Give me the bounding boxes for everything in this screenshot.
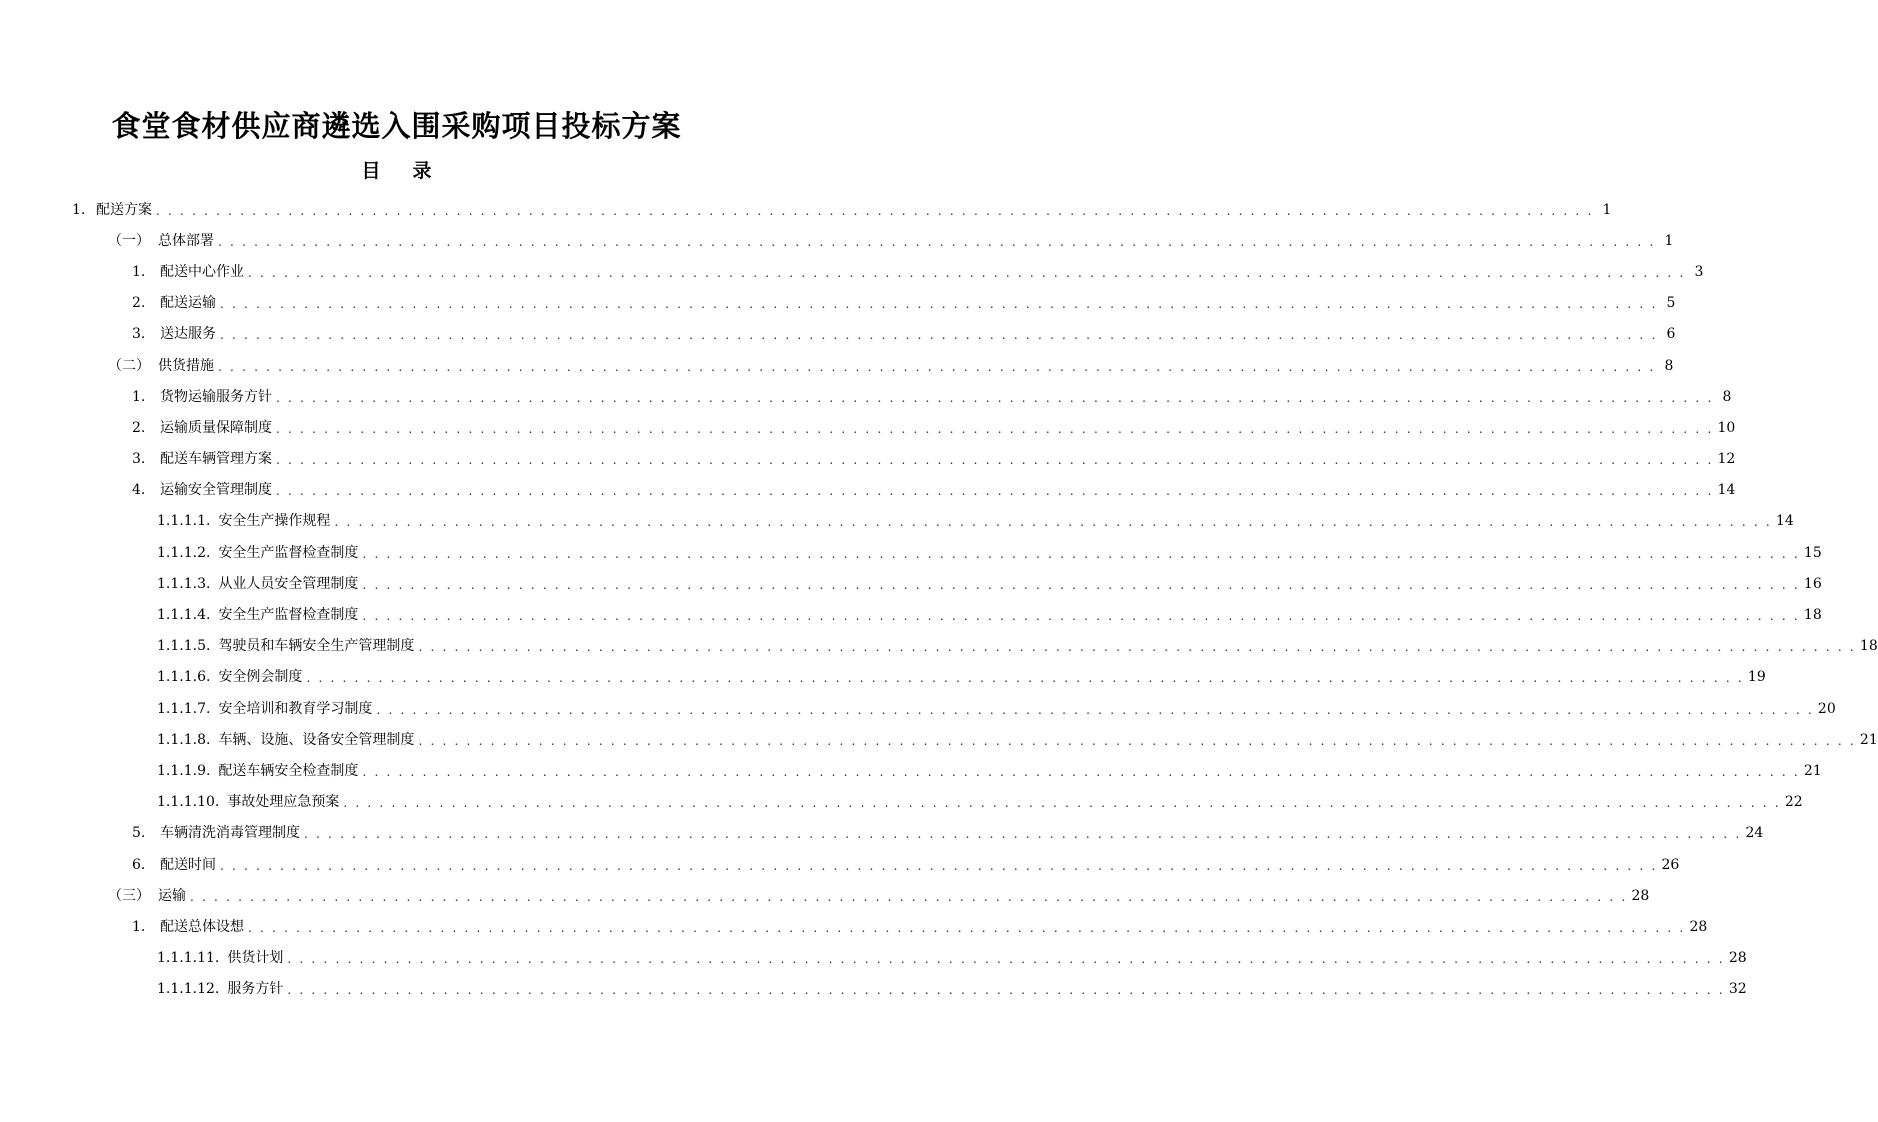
toc-entry[interactable] bbox=[0, 724, 1878, 755]
toc-entry-page-number: 10 bbox=[1717, 419, 1736, 436]
toc-dot-leader: . . . . . . . . . . . . . . . . . . . . . . . . . . . . . . . . . . . . . . . . . . . . . . . . . . . . . . . . . . . . . . . . . . . . . . . . . . . . . . . . . . . . . . . . . . . . . . . . . . . . . . . . . . . . . . . . . . . . . . . . bbox=[362, 577, 1800, 592]
toc-entry-label: 安全例会制度 bbox=[218, 669, 303, 686]
toc-heading bbox=[0, 157, 793, 185]
toc-entry-number: 5. bbox=[132, 825, 146, 842]
toc-dot-leader: . . . . . . . . . . . . . . . . . . . . . . . . . . . . . . . . . . . . . . . . . . . . . . . . . . . . . . . . . . . . . . . . . . . . . . . . . . . . . . . . . . . . . . . . . . . . . . . . . . . . . . . . . . . . . . . . . . . . . . . . bbox=[362, 764, 1800, 779]
toc-dot-leader: . . . . . . . . . . . . . . . . . . . . . . . . . . . . . . . . . . . . . . . . . . . . . . . . . . . . . . . . . . . . . . . . . . . . . . . . . . . . . . . . . . . . . . . . . . . . . . . . . . . . . . . . . . . . . . . . . . . . . . . . bbox=[156, 203, 1594, 218]
toc-entry-number: 1.1.1.12. bbox=[157, 981, 220, 998]
toc-entry-page-number: 22 bbox=[1784, 794, 1803, 811]
toc-entry-page-number: 18 bbox=[1803, 607, 1822, 624]
toc-entry-page-number: 1 bbox=[1664, 232, 1674, 249]
toc-entry[interactable] bbox=[0, 412, 1736, 443]
toc-dot-leader: . . . . . . . . . . . . . . . . . . . . . . . . . . . . . . . . . . . . . . . . . . . . . . . . . . . . . . . . . . . . . . . . . . . . . . . . . . . . . . . . . . . . . . . . . . . . . . . . . . . . . . . . . . . . . . . . . . . . . . . . bbox=[248, 265, 1686, 280]
table-of-contents bbox=[0, 194, 1878, 1005]
toc-dot-leader: . . . . . . . . . . . . . . . . . . . . . . . . . . . . . . . . . . . . . . . . . . . . . . . . . . . . . . . . . . . . . . . . . . . . . . . . . . . . . . . . . . . . . . . . . . . . . . . . . . . . . . . . . . . . . . . . . . . . . . . . bbox=[220, 328, 1658, 343]
toc-entry-number: 1.1.1.8. bbox=[157, 731, 211, 748]
toc-dot-leader: . . . . . . . . . . . . . . . . . . . . . . . . . . . . . . . . . . . . . . . . . . . . . . . . . . . . . . . . . . . . . . . . . . . . . . . . . . . . . . . . . . . . . . . . . . . . . . . . . . . . . . . . . . . . . . . . . . . . . . . . bbox=[218, 359, 1656, 374]
toc-entry[interactable] bbox=[0, 568, 1822, 599]
toc-entry-label: 运输 bbox=[158, 887, 186, 904]
toc-entry-label: 供货计划 bbox=[227, 950, 284, 967]
toc-entry-page-number: 20 bbox=[1817, 700, 1836, 717]
toc-entry[interactable] bbox=[0, 225, 1674, 256]
toc-entry[interactable] bbox=[0, 599, 1822, 630]
toc-entry-page-number: 21 bbox=[1803, 762, 1822, 779]
toc-entry-page-number: 16 bbox=[1803, 575, 1822, 592]
toc-entry-number: 1.1.1.3. bbox=[157, 575, 211, 592]
toc-entry[interactable] bbox=[0, 350, 1674, 381]
toc-heading-char-2: 录 bbox=[412, 160, 432, 182]
toc-entry-page-number: 28 bbox=[1689, 918, 1708, 935]
toc-entry-number: 1.1.1.11. bbox=[157, 950, 220, 967]
toc-entry[interactable] bbox=[0, 319, 1676, 350]
toc-entry-number: 1.1.1.9. bbox=[157, 762, 211, 779]
toc-entry[interactable] bbox=[0, 256, 1704, 287]
toc-entry-page-number: 6 bbox=[1666, 326, 1676, 343]
toc-entry-page-number: 14 bbox=[1775, 513, 1794, 530]
toc-dot-leader: . . . . . . . . . . . . . . . . . . . . . . . . . . . . . . . . . . . . . . . . . . . . . . . . . . . . . . . . . . . . . . . . . . . . . . . . . . . . . . . . . . . . . . . . . . . . . . . . . . . . . . . . . . . . . . . . . . . . . . . . bbox=[287, 983, 1725, 998]
toc-entry-page-number: 8 bbox=[1722, 388, 1732, 405]
toc-entry[interactable] bbox=[0, 787, 1803, 818]
toc-entry-label: 配送方案 bbox=[96, 201, 152, 218]
toc-entry-number: 1. bbox=[72, 201, 86, 218]
toc-dot-leader: . . . . . . . . . . . . . . . . . . . . . . . . . . . . . . . . . . . . . . . . . . . . . . . . . . . . . . . . . . . . . . . . . . . . . . . . . . . . . . . . . . . . . . . . . . . . . . . . . . . . . . . . . . . . . . . . . . . . . . . . bbox=[190, 889, 1628, 904]
document-title: 食堂食材供应商遴选入围采购项目投标方案 bbox=[111, 109, 682, 143]
toc-entry-page-number: 24 bbox=[1745, 825, 1764, 842]
toc-entry-page-number: 15 bbox=[1803, 544, 1822, 561]
toc-entry[interactable] bbox=[0, 475, 1736, 506]
toc-entry-number: 1.1.1.4. bbox=[157, 607, 211, 624]
toc-entry-number: 1.1.1.10. bbox=[157, 794, 220, 811]
toc-entry[interactable] bbox=[0, 444, 1736, 475]
toc-entry-number: 1.1.1.6. bbox=[157, 669, 211, 686]
toc-entry[interactable] bbox=[0, 943, 1747, 974]
toc-entry-page-number: 14 bbox=[1717, 482, 1736, 499]
toc-entry-number: 1.1.1.1. bbox=[157, 513, 211, 530]
toc-entry[interactable] bbox=[0, 693, 1836, 724]
toc-entry-label: 事故处理应急预案 bbox=[227, 794, 340, 811]
toc-entry-label: 送达服务 bbox=[160, 326, 216, 343]
toc-entry-label: 配送时间 bbox=[160, 856, 216, 873]
toc-entry-label: 配送总体设想 bbox=[160, 918, 244, 935]
toc-entry-number: 1.1.1.7. bbox=[157, 700, 211, 717]
toc-dot-leader: . . . . . . . . . . . . . . . . . . . . . . . . . . . . . . . . . . . . . . . . . . . . . . . . . . . . . . . . . . . . . . . . . . . . . . . . . . . . . . . . . . . . . . . . . . . . . . . . . . . . . . . . . . . . . . . . . . . . . . . . bbox=[418, 733, 1856, 748]
toc-dot-leader: . . . . . . . . . . . . . . . . . . . . . . . . . . . . . . . . . . . . . . . . . . . . . . . . . . . . . . . . . . . . . . . . . . . . . . . . . . . . . . . . . . . . . . . . . . . . . . . . . . . . . . . . . . . . . . . . . . . . . . . . bbox=[343, 796, 1781, 811]
toc-entry[interactable] bbox=[0, 631, 1878, 662]
toc-dot-leader: . . . . . . . . . . . . . . . . . . . . . . . . . . . . . . . . . . . . . . . . . . . . . . . . . . . . . . . . . . . . . . . . . . . . . . . . . . . . . . . . . . . . . . . . . . . . . . . . . . . . . . . . . . . . . . . . . . . . . . . . bbox=[248, 920, 1686, 935]
toc-dot-leader: . . . . . . . . . . . . . . . . . . . . . . . . . . . . . . . . . . . . . . . . . . . . . . . . . . . . . . . . . . . . . . . . . . . . . . . . . . . . . . . . . . . . . . . . . . . . . . . . . . . . . . . . . . . . . . . . . . . . . . . . bbox=[220, 297, 1658, 312]
toc-entry-page-number: 8 bbox=[1664, 357, 1674, 374]
toc-entry-number: 1. bbox=[132, 388, 146, 405]
toc-entry[interactable] bbox=[0, 849, 1680, 880]
toc-entry-number: （一） bbox=[108, 232, 150, 249]
toc-entry-label: 总体部署 bbox=[158, 232, 214, 249]
toc-entry-label: 车辆、设施、设备安全管理制度 bbox=[218, 731, 415, 748]
toc-entry-page-number: 3 bbox=[1694, 263, 1704, 280]
toc-entry-number: 2. bbox=[132, 295, 146, 312]
toc-entry-label: 从业人员安全管理制度 bbox=[218, 575, 359, 592]
toc-dot-leader: . . . . . . . . . . . . . . . . . . . . . . . . . . . . . . . . . . . . . . . . . . . . . . . . . . . . . . . . . . . . . . . . . . . . . . . . . . . . . . . . . . . . . . . . . . . . . . . . . . . . . . . . . . . . . . . . . . . . . . . . bbox=[218, 234, 1656, 249]
toc-entry-number: （二） bbox=[108, 357, 150, 374]
toc-dot-leader: . . . . . . . . . . . . . . . . . . . . . . . . . . . . . . . . . . . . . . . . . . . . . . . . . . . . . . . . . . . . . . . . . . . . . . . . . . . . . . . . . . . . . . . . . . . . . . . . . . . . . . . . . . . . . . . . . . . . . . . . bbox=[220, 858, 1658, 873]
toc-entry[interactable] bbox=[0, 911, 1708, 942]
toc-entry-label: 安全培训和教育学习制度 bbox=[218, 700, 373, 717]
toc-entry-label: 配送运输 bbox=[160, 295, 216, 312]
toc-entry-number: 1.1.1.5. bbox=[157, 638, 211, 655]
toc-entry-label: 运输安全管理制度 bbox=[160, 482, 272, 499]
toc-entry[interactable] bbox=[0, 880, 1650, 911]
toc-heading-char-1: 目 bbox=[361, 160, 381, 182]
toc-entry-label: 配送车辆安全检查制度 bbox=[218, 762, 359, 779]
toc-dot-leader: . . . . . . . . . . . . . . . . . . . . . . . . . . . . . . . . . . . . . . . . . . . . . . . . . . . . . . . . . . . . . . . . . . . . . . . . . . . . . . . . . . . . . . . . . . . . . . . . . . . . . . . . . . . . . . . . . . . . . . . . bbox=[306, 671, 1744, 686]
toc-entry-number: 4. bbox=[132, 482, 146, 499]
toc-entry-label: 供货措施 bbox=[158, 357, 214, 374]
toc-entry-label: 车辆清洗消毒管理制度 bbox=[160, 825, 300, 842]
toc-entry[interactable] bbox=[0, 818, 1764, 849]
toc-entry-page-number: 12 bbox=[1717, 451, 1736, 468]
toc-entry-page-number: 32 bbox=[1728, 981, 1747, 998]
toc-entry-number: 1. bbox=[132, 263, 146, 280]
toc-entry-page-number: 19 bbox=[1747, 669, 1766, 686]
toc-dot-leader: . . . . . . . . . . . . . . . . . . . . . . . . . . . . . . . . . . . . . . . . . . . . . . . . . . . . . . . . . . . . . . . . . . . . . . . . . . . . . . . . . . . . . . . . . . . . . . . . . . . . . . . . . . . . . . . . . . . . . . . . bbox=[304, 827, 1742, 842]
toc-dot-leader: . . . . . . . . . . . . . . . . . . . . . . . . . . . . . . . . . . . . . . . . . . . . . . . . . . . . . . . . . . . . . . . . . . . . . . . . . . . . . . . . . . . . . . . . . . . . . . . . . . . . . . . . . . . . . . . . . . . . . . . . bbox=[276, 421, 1714, 436]
toc-entry-label: 配送中心作业 bbox=[160, 263, 244, 280]
toc-entry-page-number: 28 bbox=[1728, 950, 1747, 967]
toc-dot-leader: . . . . . . . . . . . . . . . . . . . . . . . . . . . . . . . . . . . . . . . . . . . . . . . . . . . . . . . . . . . . . . . . . . . . . . . . . . . . . . . . . . . . . . . . . . . . . . . . . . . . . . . . . . . . . . . . . . . . . . . . bbox=[362, 609, 1800, 624]
toc-entry[interactable] bbox=[0, 755, 1822, 786]
toc-dot-leader: . . . . . . . . . . . . . . . . . . . . . . . . . . . . . . . . . . . . . . . . . . . . . . . . . . . . . . . . . . . . . . . . . . . . . . . . . . . . . . . . . . . . . . . . . . . . . . . . . . . . . . . . . . . . . . . . . . . . . . . . bbox=[418, 640, 1856, 655]
toc-entry-label: 驾驶员和车辆安全生产管理制度 bbox=[218, 638, 415, 655]
toc-dot-leader: . . . . . . . . . . . . . . . . . . . . . . . . . . . . . . . . . . . . . . . . . . . . . . . . . . . . . . . . . . . . . . . . . . . . . . . . . . . . . . . . . . . . . . . . . . . . . . . . . . . . . . . . . . . . . . . . . . . . . . . . bbox=[287, 952, 1725, 967]
toc-entry-page-number: 5 bbox=[1666, 295, 1676, 312]
toc-dot-leader: . . . . . . . . . . . . . . . . . . . . . . . . . . . . . . . . . . . . . . . . . . . . . . . . . . . . . . . . . . . . . . . . . . . . . . . . . . . . . . . . . . . . . . . . . . . . . . . . . . . . . . . . . . . . . . . . . . . . . . . . bbox=[376, 702, 1814, 717]
toc-entry[interactable] bbox=[0, 662, 1766, 693]
toc-entry-label: 货物运输服务方针 bbox=[160, 388, 272, 405]
toc-entry-page-number: 1 bbox=[1602, 201, 1612, 218]
toc-entry-number: 3. bbox=[132, 451, 146, 468]
toc-entry-number: 1. bbox=[132, 918, 146, 935]
toc-dot-leader: . . . . . . . . . . . . . . . . . . . . . . . . . . . . . . . . . . . . . . . . . . . . . . . . . . . . . . . . . . . . . . . . . . . . . . . . . . . . . . . . . . . . . . . . . . . . . . . . . . . . . . . . . . . . . . . . . . . . . . . . bbox=[276, 484, 1714, 499]
toc-entry[interactable] bbox=[0, 288, 1676, 319]
toc-entry[interactable] bbox=[0, 974, 1747, 1005]
toc-entry-label: 安全生产操作规程 bbox=[218, 513, 331, 530]
toc-dot-leader: . . . . . . . . . . . . . . . . . . . . . . . . . . . . . . . . . . . . . . . . . . . . . . . . . . . . . . . . . . . . . . . . . . . . . . . . . . . . . . . . . . . . . . . . . . . . . . . . . . . . . . . . . . . . . . . . . . . . . . . . bbox=[276, 453, 1714, 468]
toc-entry-number: 1.1.1.2. bbox=[157, 544, 211, 561]
toc-entry[interactable] bbox=[0, 194, 1612, 225]
toc-entry-label: 安全生产监督检查制度 bbox=[218, 544, 359, 561]
toc-dot-leader: . . . . . . . . . . . . . . . . . . . . . . . . . . . . . . . . . . . . . . . . . . . . . . . . . . . . . . . . . . . . . . . . . . . . . . . . . . . . . . . . . . . . . . . . . . . . . . . . . . . . . . . . . . . . . . . . . . . . . . . . bbox=[362, 546, 1800, 561]
toc-entry-label: 安全生产监督检查制度 bbox=[218, 607, 359, 624]
toc-entry-number: 6. bbox=[132, 856, 146, 873]
toc-entry-page-number: 28 bbox=[1631, 887, 1650, 904]
toc-entry-label: 运输质量保障制度 bbox=[160, 419, 272, 436]
toc-entry-page-number: 26 bbox=[1661, 856, 1680, 873]
toc-entry[interactable] bbox=[0, 381, 1732, 412]
toc-entry-number: 3. bbox=[132, 326, 146, 343]
toc-entry-label: 配送车辆管理方案 bbox=[160, 451, 272, 468]
toc-entry[interactable] bbox=[0, 506, 1794, 537]
toc-dot-leader: . . . . . . . . . . . . . . . . . . . . . . . . . . . . . . . . . . . . . . . . . . . . . . . . . . . . . . . . . . . . . . . . . . . . . . . . . . . . . . . . . . . . . . . . . . . . . . . . . . . . . . . . . . . . . . . . . . . . . . . . bbox=[276, 390, 1714, 405]
toc-entry-page-number: 18 bbox=[1859, 638, 1878, 655]
toc-dot-leader: . . . . . . . . . . . . . . . . . . . . . . . . . . . . . . . . . . . . . . . . . . . . . . . . . . . . . . . . . . . . . . . . . . . . . . . . . . . . . . . . . . . . . . . . . . . . . . . . . . . . . . . . . . . . . . . . . . . . . . . . bbox=[334, 515, 1772, 530]
toc-entry[interactable] bbox=[0, 537, 1822, 568]
toc-entry-label: 服务方针 bbox=[227, 981, 284, 998]
toc-entry-number: 2. bbox=[132, 419, 146, 436]
toc-entry-number: （三） bbox=[108, 887, 150, 904]
toc-entry-page-number: 21 bbox=[1859, 731, 1878, 748]
